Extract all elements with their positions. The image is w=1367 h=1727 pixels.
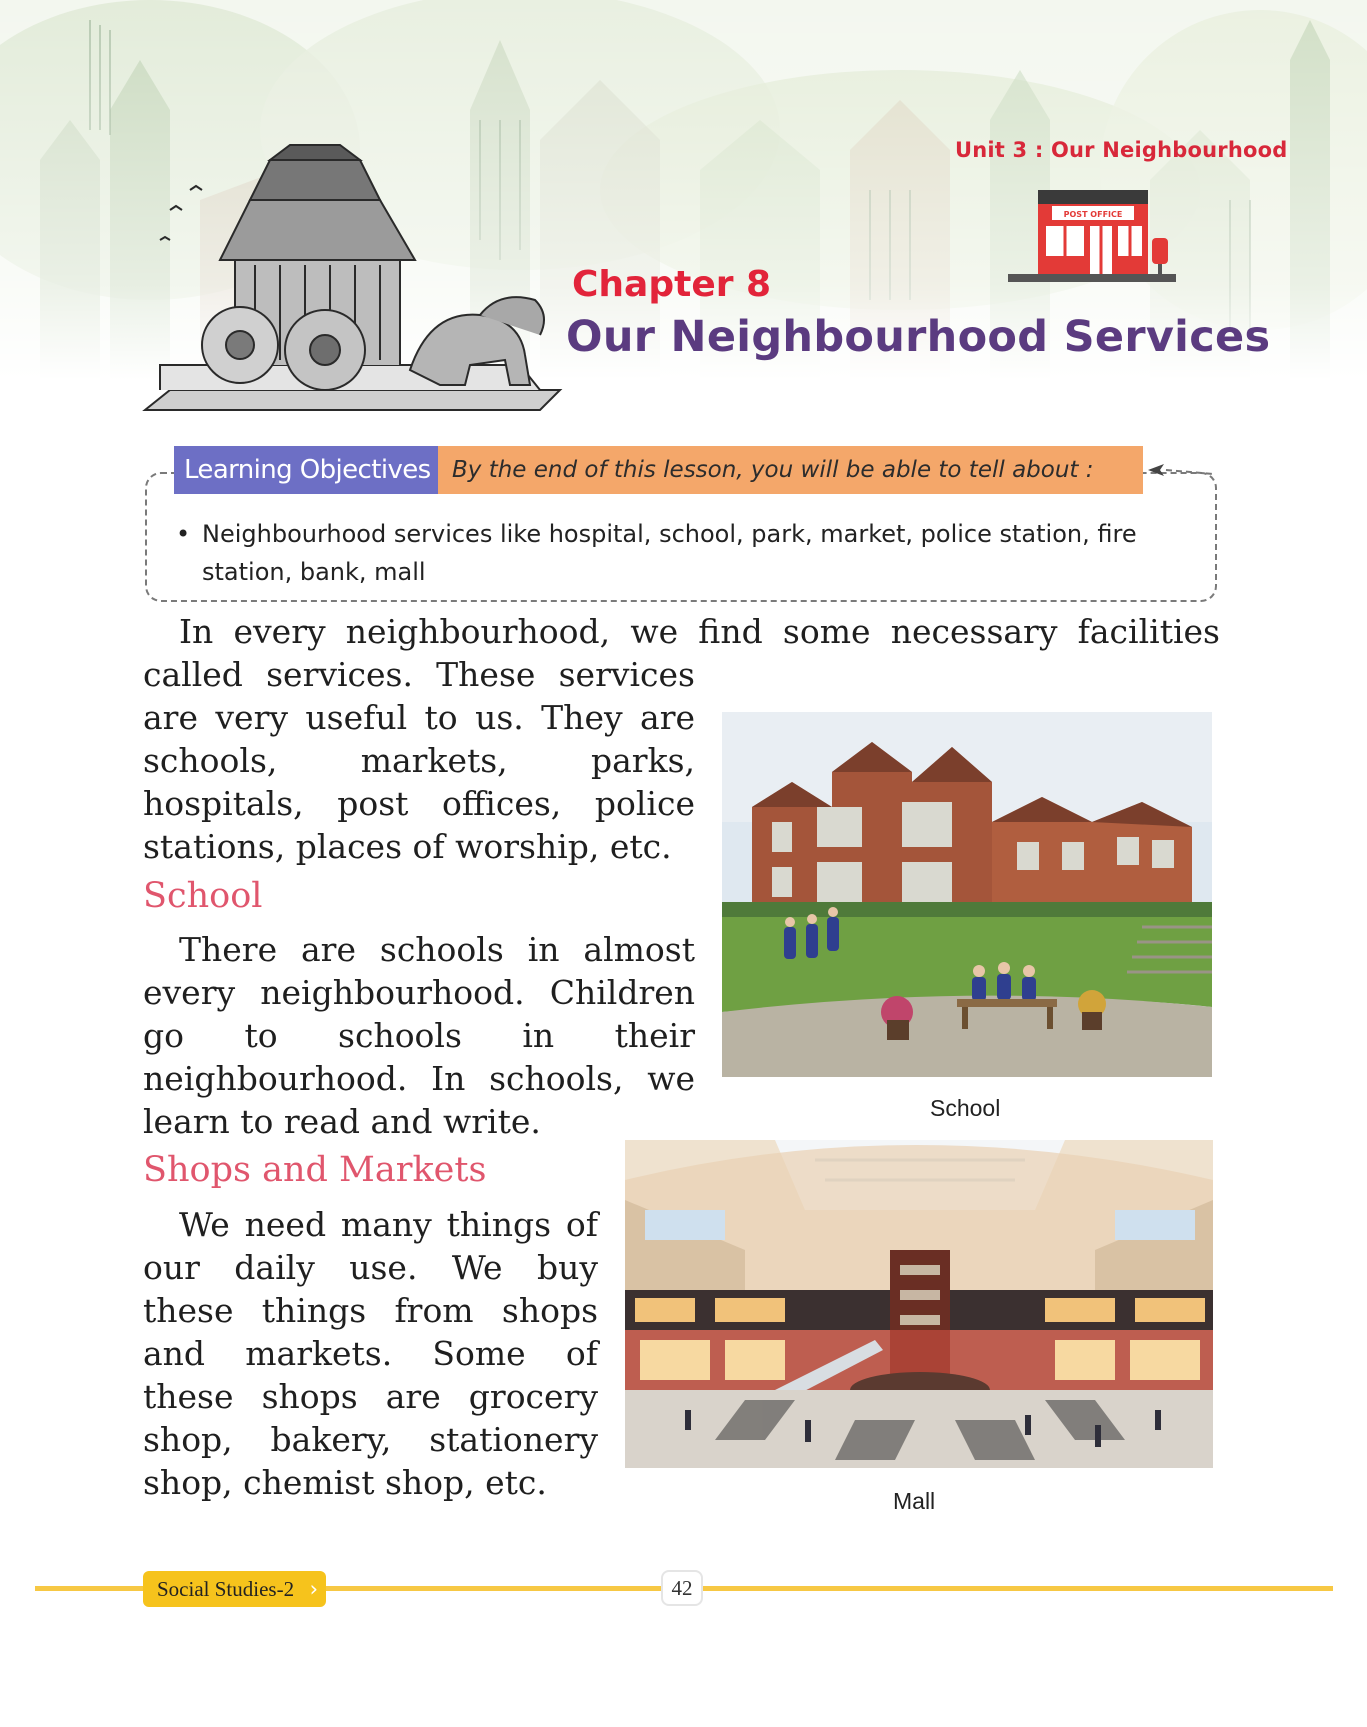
intro-paragraph: called services. These services are very useful to us. They are schools, markets, parks, hospitals, post offices, police stations, places of worship, etc. [143, 655, 695, 866]
post-office-icon [1008, 182, 1180, 288]
book-title: Social Studies-2 [157, 1577, 295, 1601]
bullet-marker: • [176, 520, 191, 548]
learning-objectives-intro: By the end of this lesson, you will be able to tell about : [438, 446, 1143, 494]
pointer-arrow-icon [1144, 460, 1216, 480]
stone-chariot-illustration [140, 140, 570, 430]
learning-objective-item [176, 515, 1156, 591]
chapter-number: Chapter 8 [572, 264, 772, 305]
shops-paragraph: We need many things of our daily use. We buy these things from shops and markets. Some of these shops are grocery shop, bakery, stationery shop, chemist shop, etc. [143, 1205, 598, 1502]
book-title-tag [143, 1571, 326, 1607]
figure-caption-school: School [930, 1095, 1001, 1121]
post-office-sign: POST OFFICE [1063, 210, 1123, 219]
chevron-right-icon: › [309, 1577, 319, 1601]
shopping-mall-photo [625, 1140, 1213, 1468]
section-heading-school: School [143, 876, 263, 916]
intro-paragraph-first-line: In every neighbourhood, we find some necessary facilities [179, 612, 1220, 651]
page-number: 42 [661, 1570, 703, 1606]
school-paragraph: There are schools in almost every neighbourhood. Children go to schools in their neighbourhood. In schools, we learn to read and write. [143, 930, 695, 1141]
learning-objectives-tag: Learning Objectives [174, 446, 441, 494]
school-building-photo [722, 712, 1212, 1077]
unit-title: Unit 3 : Our Neighbourhood [955, 138, 1288, 162]
chapter-title: Our Neighbourhood Services [566, 312, 1271, 362]
figure-caption-mall: Mall [893, 1488, 936, 1514]
learning-objective-text: Neighbourhood services like hospital, school, park, market, police station, fire station, bank, mall [202, 520, 1137, 586]
section-heading-shops: Shops and Markets [143, 1150, 487, 1190]
